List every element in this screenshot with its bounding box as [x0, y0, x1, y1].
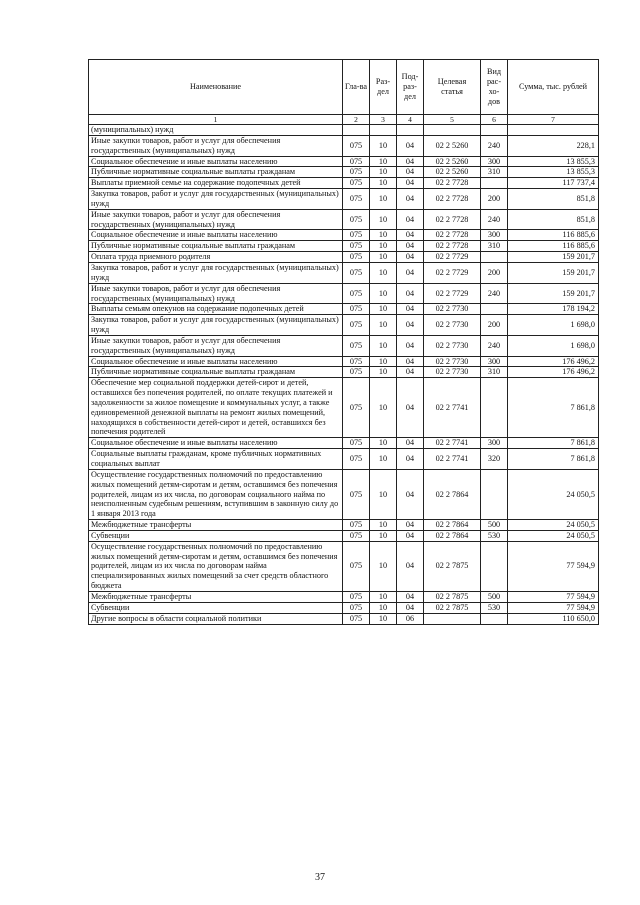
row-chapter: 075 [343, 189, 370, 210]
column-number-row [89, 115, 599, 125]
row-expense-type: 530 [481, 530, 508, 541]
row-name: Выплаты приемной семье на содержание подопечных детей [89, 178, 343, 189]
row-target-article: 02 2 7875 [424, 602, 481, 613]
row-subsection: 04 [397, 262, 424, 283]
header-target-article: Целевая статья [424, 60, 481, 115]
row-target-article: 02 2 5260 [424, 156, 481, 167]
row-chapter [343, 125, 370, 136]
row-amount: 13 855,3 [508, 167, 599, 178]
row-subsection: 04 [397, 602, 424, 613]
row-subsection: 04 [397, 252, 424, 263]
row-target-article: 02 2 7741 [424, 378, 481, 438]
row-chapter: 075 [343, 469, 370, 519]
row-chapter: 075 [343, 209, 370, 230]
row-target-article: 02 2 5260 [424, 167, 481, 178]
table-row [89, 189, 599, 210]
row-name: Публичные нормативные социальные выплаты гражданам [89, 167, 343, 178]
row-name: Межбюджетные трансферты [89, 591, 343, 602]
row-expense-type: 530 [481, 602, 508, 613]
row-target-article: 02 2 7728 [424, 178, 481, 189]
row-amount: 24 050,5 [508, 469, 599, 519]
budget-table [88, 59, 599, 625]
column-number: 6 [481, 115, 508, 125]
row-expense-type: 300 [481, 230, 508, 241]
column-number: 3 [370, 115, 397, 125]
row-name: Иные закупки товаров, работ и услуг для обеспечения государственных (муниципальных) нужд [89, 209, 343, 230]
table-row [89, 304, 599, 315]
row-expense-type: 320 [481, 449, 508, 470]
row-subsection: 04 [397, 438, 424, 449]
row-subsection: 04 [397, 315, 424, 336]
row-target-article: 02 2 7728 [424, 230, 481, 241]
row-chapter: 075 [343, 135, 370, 156]
row-name: Субвенции [89, 602, 343, 613]
row-amount: 13 855,3 [508, 156, 599, 167]
row-subsection: 04 [397, 283, 424, 304]
row-chapter: 075 [343, 304, 370, 315]
row-target-article: 02 2 7730 [424, 315, 481, 336]
row-expense-type: 240 [481, 335, 508, 356]
row-amount: 24 050,5 [508, 530, 599, 541]
row-subsection: 04 [397, 156, 424, 167]
table-row [89, 209, 599, 230]
row-subsection: 04 [397, 209, 424, 230]
row-chapter: 075 [343, 530, 370, 541]
row-amount: 77 594,9 [508, 602, 599, 613]
row-amount: 117 737,4 [508, 178, 599, 189]
row-target-article: 02 2 7741 [424, 449, 481, 470]
row-name: Иные закупки товаров, работ и услуг для обеспечения государственных (муниципальных) нужд [89, 335, 343, 356]
row-expense-type: 240 [481, 283, 508, 304]
row-section: 10 [370, 209, 397, 230]
row-chapter: 075 [343, 156, 370, 167]
row-section [370, 125, 397, 136]
row-section: 10 [370, 315, 397, 336]
row-target-article: 02 2 7729 [424, 262, 481, 283]
row-name: Обеспечение мер социальной поддержки детей-сирот и детей, оставшихся без попечения родителей, по оплате текущих платежей и задолженности за жилое помещение и коммунальных услуг, а также единовременной денежной выплаты на ремонт жилых помещений, находящихся в собственности детей-сирот и детей, оставшихся без попечения родителей [89, 378, 343, 438]
row-subsection: 04 [397, 335, 424, 356]
row-target-article: 02 2 7864 [424, 469, 481, 519]
row-expense-type: 200 [481, 262, 508, 283]
row-name: Осуществление государственных полномочий по предоставлению жилых помещений детям-сиротам и детям, оставшимся без попечения родителей, лицам из их числа по договорам найма специализированных жилых помещений за счет средств областного бюджета [89, 541, 343, 591]
row-target-article: 02 2 7864 [424, 530, 481, 541]
row-expense-type [481, 378, 508, 438]
table-row [89, 315, 599, 336]
table-row [89, 520, 599, 531]
row-chapter: 075 [343, 178, 370, 189]
row-amount: 228,1 [508, 135, 599, 156]
row-expense-type [481, 252, 508, 263]
row-expense-type [481, 613, 508, 624]
row-name: Субвенции [89, 530, 343, 541]
row-expense-type [481, 304, 508, 315]
row-section: 10 [370, 230, 397, 241]
table-row [89, 125, 599, 136]
table-row [89, 449, 599, 470]
row-amount: 24 050,5 [508, 520, 599, 531]
row-amount: 851,8 [508, 189, 599, 210]
row-chapter: 075 [343, 602, 370, 613]
row-expense-type: 300 [481, 356, 508, 367]
row-target-article: 02 2 7730 [424, 356, 481, 367]
row-expense-type [481, 541, 508, 591]
row-section: 10 [370, 591, 397, 602]
header-row [89, 60, 599, 115]
row-section: 10 [370, 438, 397, 449]
table-row [89, 241, 599, 252]
row-expense-type: 200 [481, 189, 508, 210]
row-chapter: 075 [343, 613, 370, 624]
table-row [89, 178, 599, 189]
row-subsection: 04 [397, 230, 424, 241]
row-expense-type [481, 178, 508, 189]
row-section: 10 [370, 356, 397, 367]
row-chapter: 075 [343, 520, 370, 531]
row-target-article: 02 2 7741 [424, 438, 481, 449]
row-name: Социальное обеспечение и иные выплаты населению [89, 230, 343, 241]
row-name: Иные закупки товаров, работ и услуг для обеспечения государственных (муниципальных) нужд [89, 135, 343, 156]
table-row [89, 530, 599, 541]
row-amount: 7 861,8 [508, 438, 599, 449]
row-name: Социальные выплаты гражданам, кроме публичных нормативных социальных выплат [89, 449, 343, 470]
row-chapter: 075 [343, 591, 370, 602]
header-subsection: Под-раз-дел [397, 60, 424, 115]
row-subsection: 04 [397, 367, 424, 378]
row-chapter: 075 [343, 252, 370, 263]
row-subsection: 04 [397, 135, 424, 156]
row-amount: 116 885,6 [508, 230, 599, 241]
row-amount: 110 650,0 [508, 613, 599, 624]
row-target-article: 02 2 7730 [424, 367, 481, 378]
row-section: 10 [370, 530, 397, 541]
row-name: Межбюджетные трансферты [89, 520, 343, 531]
row-name: Иные закупки товаров, работ и услуг для обеспечения государственных (муниципальных) нужд [89, 283, 343, 304]
row-chapter: 075 [343, 335, 370, 356]
row-chapter: 075 [343, 230, 370, 241]
table-body [89, 125, 599, 625]
row-chapter: 075 [343, 438, 370, 449]
row-subsection: 04 [397, 178, 424, 189]
row-subsection: 04 [397, 378, 424, 438]
table-row [89, 591, 599, 602]
row-section: 10 [370, 283, 397, 304]
row-subsection: 04 [397, 167, 424, 178]
column-number: 4 [397, 115, 424, 125]
row-expense-type: 300 [481, 156, 508, 167]
row-name: Оплата труда приемного родителя [89, 252, 343, 263]
row-amount: 159 201,7 [508, 283, 599, 304]
row-target-article: 02 2 7875 [424, 591, 481, 602]
row-amount: 7 861,8 [508, 378, 599, 438]
row-subsection [397, 125, 424, 136]
table-row [89, 541, 599, 591]
row-subsection: 04 [397, 530, 424, 541]
row-target-article [424, 125, 481, 136]
row-amount [508, 125, 599, 136]
row-section: 10 [370, 241, 397, 252]
row-amount: 77 594,9 [508, 591, 599, 602]
header-expense-type: Вид рас-хо-дов [481, 60, 508, 115]
row-subsection: 04 [397, 304, 424, 315]
row-target-article: 02 2 5260 [424, 135, 481, 156]
row-expense-type [481, 469, 508, 519]
row-amount: 77 594,9 [508, 541, 599, 591]
row-section: 10 [370, 602, 397, 613]
row-expense-type: 240 [481, 209, 508, 230]
row-subsection: 04 [397, 449, 424, 470]
row-chapter: 075 [343, 241, 370, 252]
row-amount: 851,8 [508, 209, 599, 230]
row-chapter: 075 [343, 262, 370, 283]
row-section: 10 [370, 367, 397, 378]
row-section: 10 [370, 541, 397, 591]
row-target-article: 02 2 7728 [424, 189, 481, 210]
table-row [89, 367, 599, 378]
row-chapter: 075 [343, 167, 370, 178]
row-chapter: 075 [343, 315, 370, 336]
row-section: 10 [370, 304, 397, 315]
row-expense-type: 500 [481, 520, 508, 531]
table-row [89, 135, 599, 156]
row-name: Публичные нормативные социальные выплаты гражданам [89, 241, 343, 252]
row-amount: 176 496,2 [508, 356, 599, 367]
row-amount: 178 194,2 [508, 304, 599, 315]
table-row [89, 378, 599, 438]
row-amount: 7 861,8 [508, 449, 599, 470]
row-amount: 1 698,0 [508, 315, 599, 336]
row-target-article: 02 2 7730 [424, 335, 481, 356]
table-row [89, 335, 599, 356]
row-section: 10 [370, 178, 397, 189]
row-target-article [424, 613, 481, 624]
row-expense-type [481, 125, 508, 136]
row-chapter: 075 [343, 541, 370, 591]
row-target-article: 02 2 7729 [424, 252, 481, 263]
row-name: Социальное обеспечение и иные выплаты населению [89, 356, 343, 367]
row-section: 10 [370, 135, 397, 156]
row-amount: 116 885,6 [508, 241, 599, 252]
row-section: 10 [370, 520, 397, 531]
table-row [89, 283, 599, 304]
table-row [89, 613, 599, 624]
row-chapter: 075 [343, 367, 370, 378]
row-subsection: 04 [397, 520, 424, 531]
table-row [89, 167, 599, 178]
row-amount: 159 201,7 [508, 262, 599, 283]
row-name: Закупка товаров, работ и услуг для государственных (муниципальных) нужд [89, 189, 343, 210]
row-section: 10 [370, 335, 397, 356]
row-chapter: 075 [343, 378, 370, 438]
row-section: 10 [370, 189, 397, 210]
row-target-article: 02 2 7730 [424, 304, 481, 315]
row-amount: 159 201,7 [508, 252, 599, 263]
row-subsection: 04 [397, 591, 424, 602]
header-chapter: Гла-ва [343, 60, 370, 115]
column-number: 2 [343, 115, 370, 125]
table-row [89, 602, 599, 613]
table-row [89, 156, 599, 167]
row-expense-type: 200 [481, 315, 508, 336]
row-section: 10 [370, 167, 397, 178]
header-section: Раз-дел [370, 60, 397, 115]
table-row [89, 230, 599, 241]
row-section: 10 [370, 262, 397, 283]
row-name: Другие вопросы в области социальной политики [89, 613, 343, 624]
row-section: 10 [370, 469, 397, 519]
row-chapter: 075 [343, 283, 370, 304]
row-expense-type: 240 [481, 135, 508, 156]
row-name: Публичные нормативные социальные выплаты гражданам [89, 367, 343, 378]
row-chapter: 075 [343, 449, 370, 470]
row-name: Закупка товаров, работ и услуг для государственных (муниципальных) нужд [89, 315, 343, 336]
row-section: 10 [370, 449, 397, 470]
row-subsection: 04 [397, 469, 424, 519]
row-subsection: 04 [397, 356, 424, 367]
row-subsection: 04 [397, 189, 424, 210]
row-target-article: 02 2 7728 [424, 241, 481, 252]
row-expense-type: 310 [481, 167, 508, 178]
row-expense-type: 310 [481, 367, 508, 378]
row-target-article: 02 2 7729 [424, 283, 481, 304]
row-amount: 176 496,2 [508, 367, 599, 378]
row-name: Выплаты семьям опекунов на содержание подопечных детей [89, 304, 343, 315]
row-name: Осуществление государственных полномочий по предоставлению жилых помещений детям-сиротам и детям, оставшимся без попечения родителей, лицам из их числа, по договорам социального найма по неисполненным судебным решениям, вступившим в законную силу до 1 января 2013 года [89, 469, 343, 519]
row-subsection: 04 [397, 241, 424, 252]
row-name: Социальное обеспечение и иные выплаты населению [89, 156, 343, 167]
row-target-article: 02 2 7875 [424, 541, 481, 591]
row-expense-type: 300 [481, 438, 508, 449]
row-target-article: 02 2 7728 [424, 209, 481, 230]
table-row [89, 356, 599, 367]
row-name: Социальное обеспечение и иные выплаты населению [89, 438, 343, 449]
row-name: (муниципальных) нужд [89, 125, 343, 136]
row-expense-type: 500 [481, 591, 508, 602]
row-chapter: 075 [343, 356, 370, 367]
row-target-article: 02 2 7864 [424, 520, 481, 531]
row-subsection: 04 [397, 541, 424, 591]
column-number: 1 [89, 115, 343, 125]
table-row [89, 262, 599, 283]
table-row [89, 438, 599, 449]
column-number: 7 [508, 115, 599, 125]
table-row [89, 252, 599, 263]
row-subsection: 06 [397, 613, 424, 624]
table-row [89, 469, 599, 519]
row-section: 10 [370, 613, 397, 624]
page-number: 37 [315, 872, 325, 883]
header-amount: Сумма, тыс. рублей [508, 60, 599, 115]
row-section: 10 [370, 252, 397, 263]
header-name: Наименование [89, 60, 343, 115]
row-section: 10 [370, 378, 397, 438]
row-name: Закупка товаров, работ и услуг для государственных (муниципальных) нужд [89, 262, 343, 283]
row-section: 10 [370, 156, 397, 167]
row-expense-type: 310 [481, 241, 508, 252]
column-number: 5 [424, 115, 481, 125]
row-amount: 1 698,0 [508, 335, 599, 356]
